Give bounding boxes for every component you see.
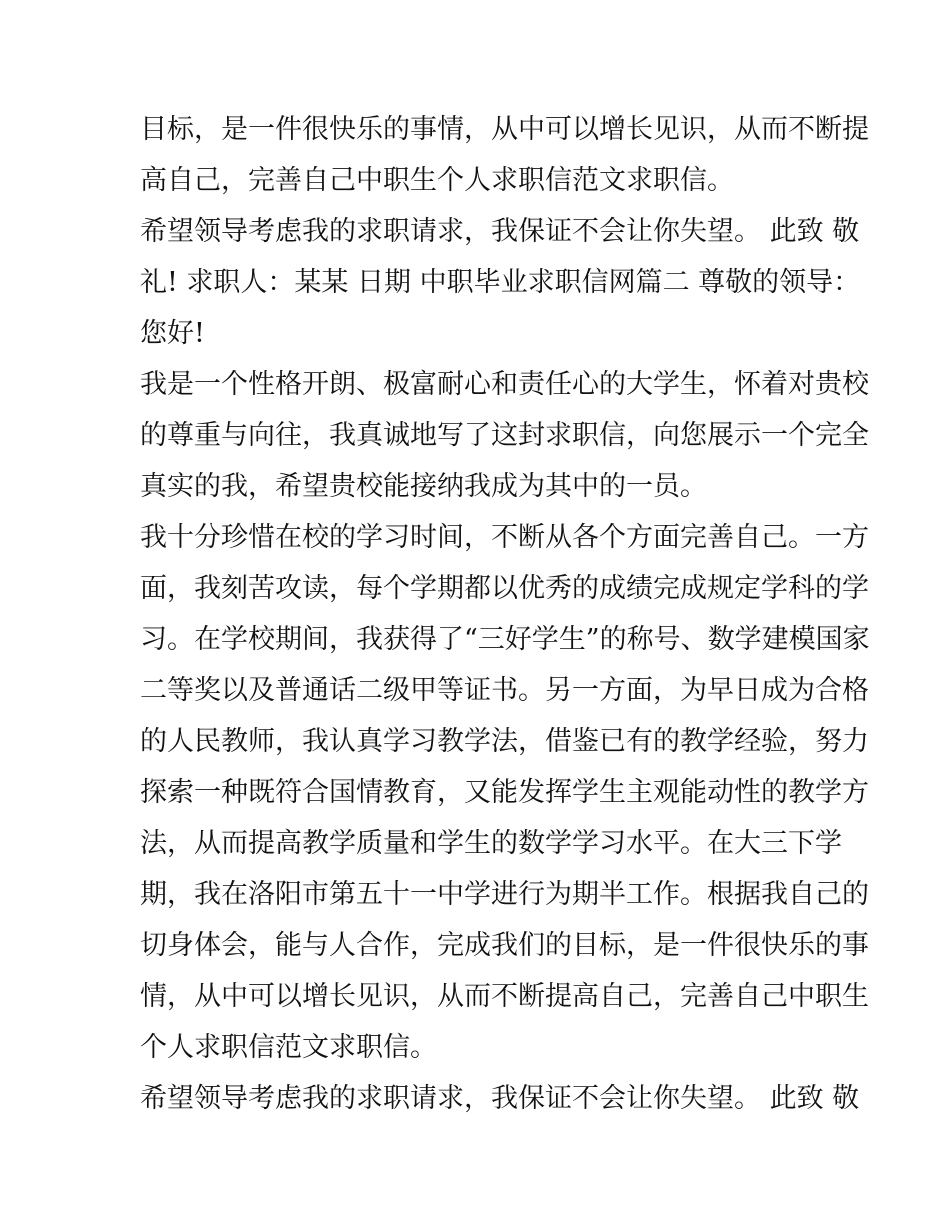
text-line: 希望领导考虑我的求职请求，我保证不会让你失望。 此致 敬 [140,1083,860,1114]
text-line: 希望领导考虑我的求职请求，我保证不会让你失望。 此致 敬 [140,216,860,247]
text-line: 真实的我，希望贵校能接纳我成为其中的一员。 [140,471,707,502]
text-line: 切身体会，能与人合作，完成我们的目标，是一件很快乐的事 [140,930,869,961]
text-line: 情，从中可以增长见识，从而不断提高自己，完善自己中职生 [140,981,869,1012]
text-line: 的尊重与向往，我真诚地写了这封求职信，向您展示一个完全 [140,420,869,451]
text-line: 习。在学校期间，我获得了“三好学生”的称号、数学建模国家 [140,624,870,655]
text-line: 我十分珍惜在校的学习时间，不断从各个方面完善自己。一方 [140,522,869,553]
text-line: 二等奖以及普通话二级甲等证书。另一方面，为早日成为合格 [140,675,869,706]
text-line: 面，我刻苦攻读，每个学期都以优秀的成绩完成规定学科的学 [140,573,869,604]
text-line: 的人民教师，我认真学习教学法，借鉴已有的教学经验，努力 [140,726,869,757]
text-line: 我是一个性格开朗、极富耐心和责任心的大学生，怀着对贵校 [140,369,869,400]
text-line: 探索一种既符合国情教育，又能发挥学生主观能动性的教学方 [140,777,869,808]
text-line: 期，我在洛阳市第五十一中学进行为期半工作。根据我自己的 [140,879,869,910]
text-line: 个人求职信范文求职信。 [140,1032,437,1063]
letter-body [140,104,870,1124]
text-line: 礼! 求职人：某某 日期 中职毕业求职信网篇二 尊敬的领导： [140,267,861,298]
text-line: 法，从而提高教学质量和学生的数学学习水平。在大三下学 [140,828,842,859]
text-line: 目标，是一件很快乐的事情，从中可以增长见识，从而不断提 [140,114,869,145]
text-line: 高自己，完善自己中职生个人求职信范文求职信。 [140,165,734,196]
text-line: 您好! [140,318,205,349]
